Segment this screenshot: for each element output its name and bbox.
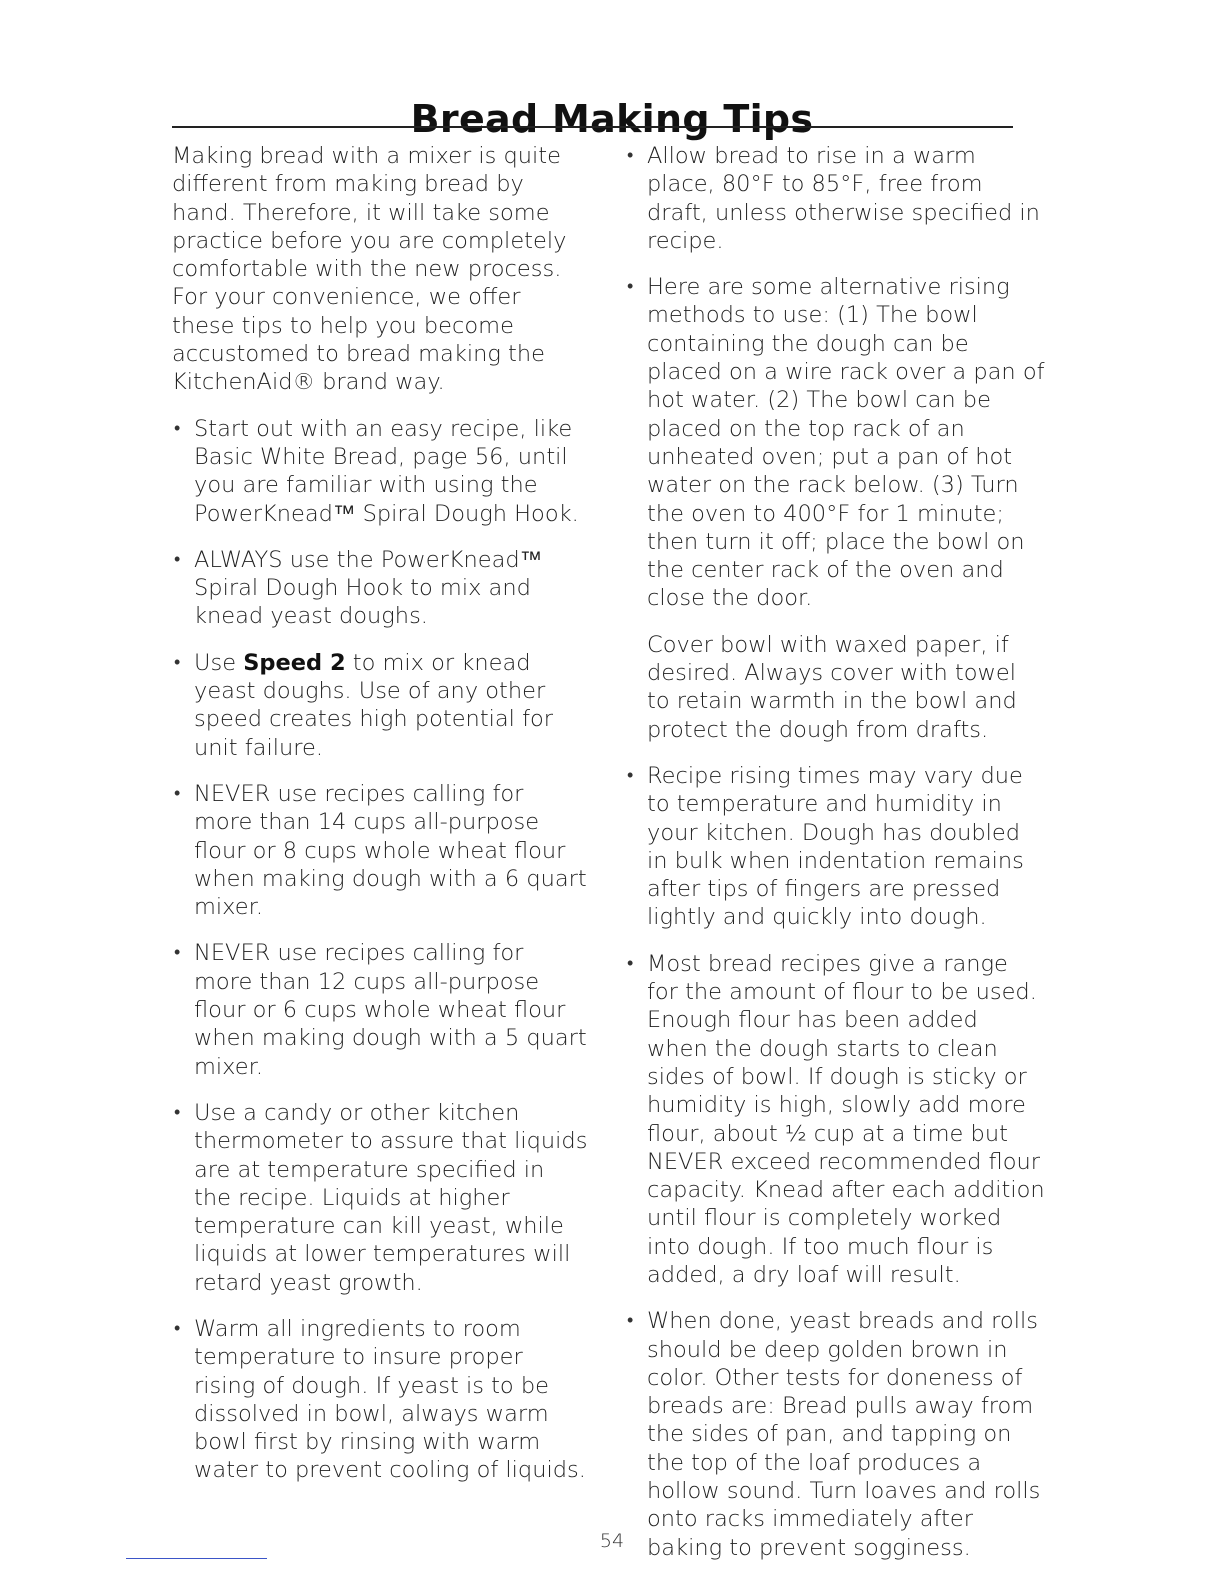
intro-paragraph: Making bread with a mixer is quite different from making bread by hand. Therefore, it will take some practice before you are completely comfortable with the new process. For your convenience, we offer these tips to help you become accustomed to bread making the KitchenAid® brand way. <box>172 143 567 396</box>
tip-6-quart-flour-limit: • NEVER use recipes calling for more than 14 cups all-purpose flour or 8 cups whole wheat flour when making dough with a 6 quart mixer. <box>172 780 588 921</box>
tip-use-speed-2 <box>172 649 588 762</box>
tip-flour-amount: • Most bread recipes give a range for the amount of flour to be used. Enough flour has been added when the dough starts to clean sides of bowl. If dough is sticky or humidity is high, slowly add more flour, about ½ cup at a time but NEVER exceed recommended flour capacity. Knead after each addition until flour is completely worked into dough. If too much flour is added, a dry loaf will result. <box>625 950 1045 1290</box>
tip-always-use-dough-hook: • ALWAYS use the PowerKnead™ Spiral Dough Hook to mix and knead yeast doughs. <box>172 546 588 631</box>
right-column <box>625 142 1045 1580</box>
tip-cover-bowl-note: Cover bowl with waxed paper, if desired. Always cover with towel to retain warmth in the bowl and protect the dough from drafts. <box>647 631 1017 743</box>
tip-alternative-rising-methods: • Here are some alternative rising methods to use: (1) The bowl containing the dough can be placed on a wire rack over a pan of hot water. (2) The bowl can be placed on the top rack of an unheated oven; put a pan of hot water on the rack below. (3) Turn the oven to 400°F for 1 minute; then turn it off; place the bowl on the center rack of the oven and close the door. <box>625 273 1045 613</box>
tip-speed-suffix: to mix or knead yeast doughs. Use of any other speed creates high potential for unit failure. <box>194 649 554 761</box>
tip-doneness-test: • When done, yeast breads and rolls should be deep golden brown in color. Other tests for doneness of breads are: Bread pulls away from the sides of pan, and tapping on the top of the loaf produces a hollow sound. Turn loaves and rolls onto racks immediately after baking to prevent sogginess. <box>625 1307 1045 1562</box>
tip-rising-times: • Recipe rising times may vary due to temperature and humidity in your kitchen. Dough has doubled in bulk when indentation remains after tips of fingers are pressed lightly and quickly into dough. <box>625 762 1045 932</box>
left-column <box>172 142 588 1503</box>
footer-divider <box>126 1558 267 1559</box>
tip-warm-ingredients: • Warm all ingredients to room temperature to insure proper rising of dough. If yeast is to be dissolved in bowl, always warm bowl first by rinsing with warm water to prevent cooling of liquids. <box>172 1315 588 1485</box>
tip-5-quart-flour-limit: • NEVER use recipes calling for more than 12 cups all-purpose flour or 6 cups whole wheat flour when making dough with a 5 quart mixer. <box>172 939 588 1080</box>
title-divider <box>172 126 1013 128</box>
tip-start-easy-recipe: • Start out with an easy recipe, like Basic White Bread, page 56, until you are familiar with using the PowerKnead™ Spiral Dough Hook. <box>172 415 588 528</box>
speed-2-emphasis: Speed 2 <box>243 649 346 676</box>
page-title: Bread Making Tips <box>410 97 814 142</box>
tip-rise-warm-place: • Allow bread to rise in a warm place, 80°F to 85°F, free from draft, unless otherwise specified in recipe. <box>625 142 1045 255</box>
page-number: 54 <box>599 1530 625 1552</box>
tip-use-thermometer: • Use a candy or other kitchen thermometer to assure that liquids are at temperature specified in the recipe. Liquids at higher temperature can kill yeast, while liquids at lower temperatures will retard yeast growth. <box>172 1099 588 1297</box>
tip-speed-prefix: Use <box>194 649 244 676</box>
